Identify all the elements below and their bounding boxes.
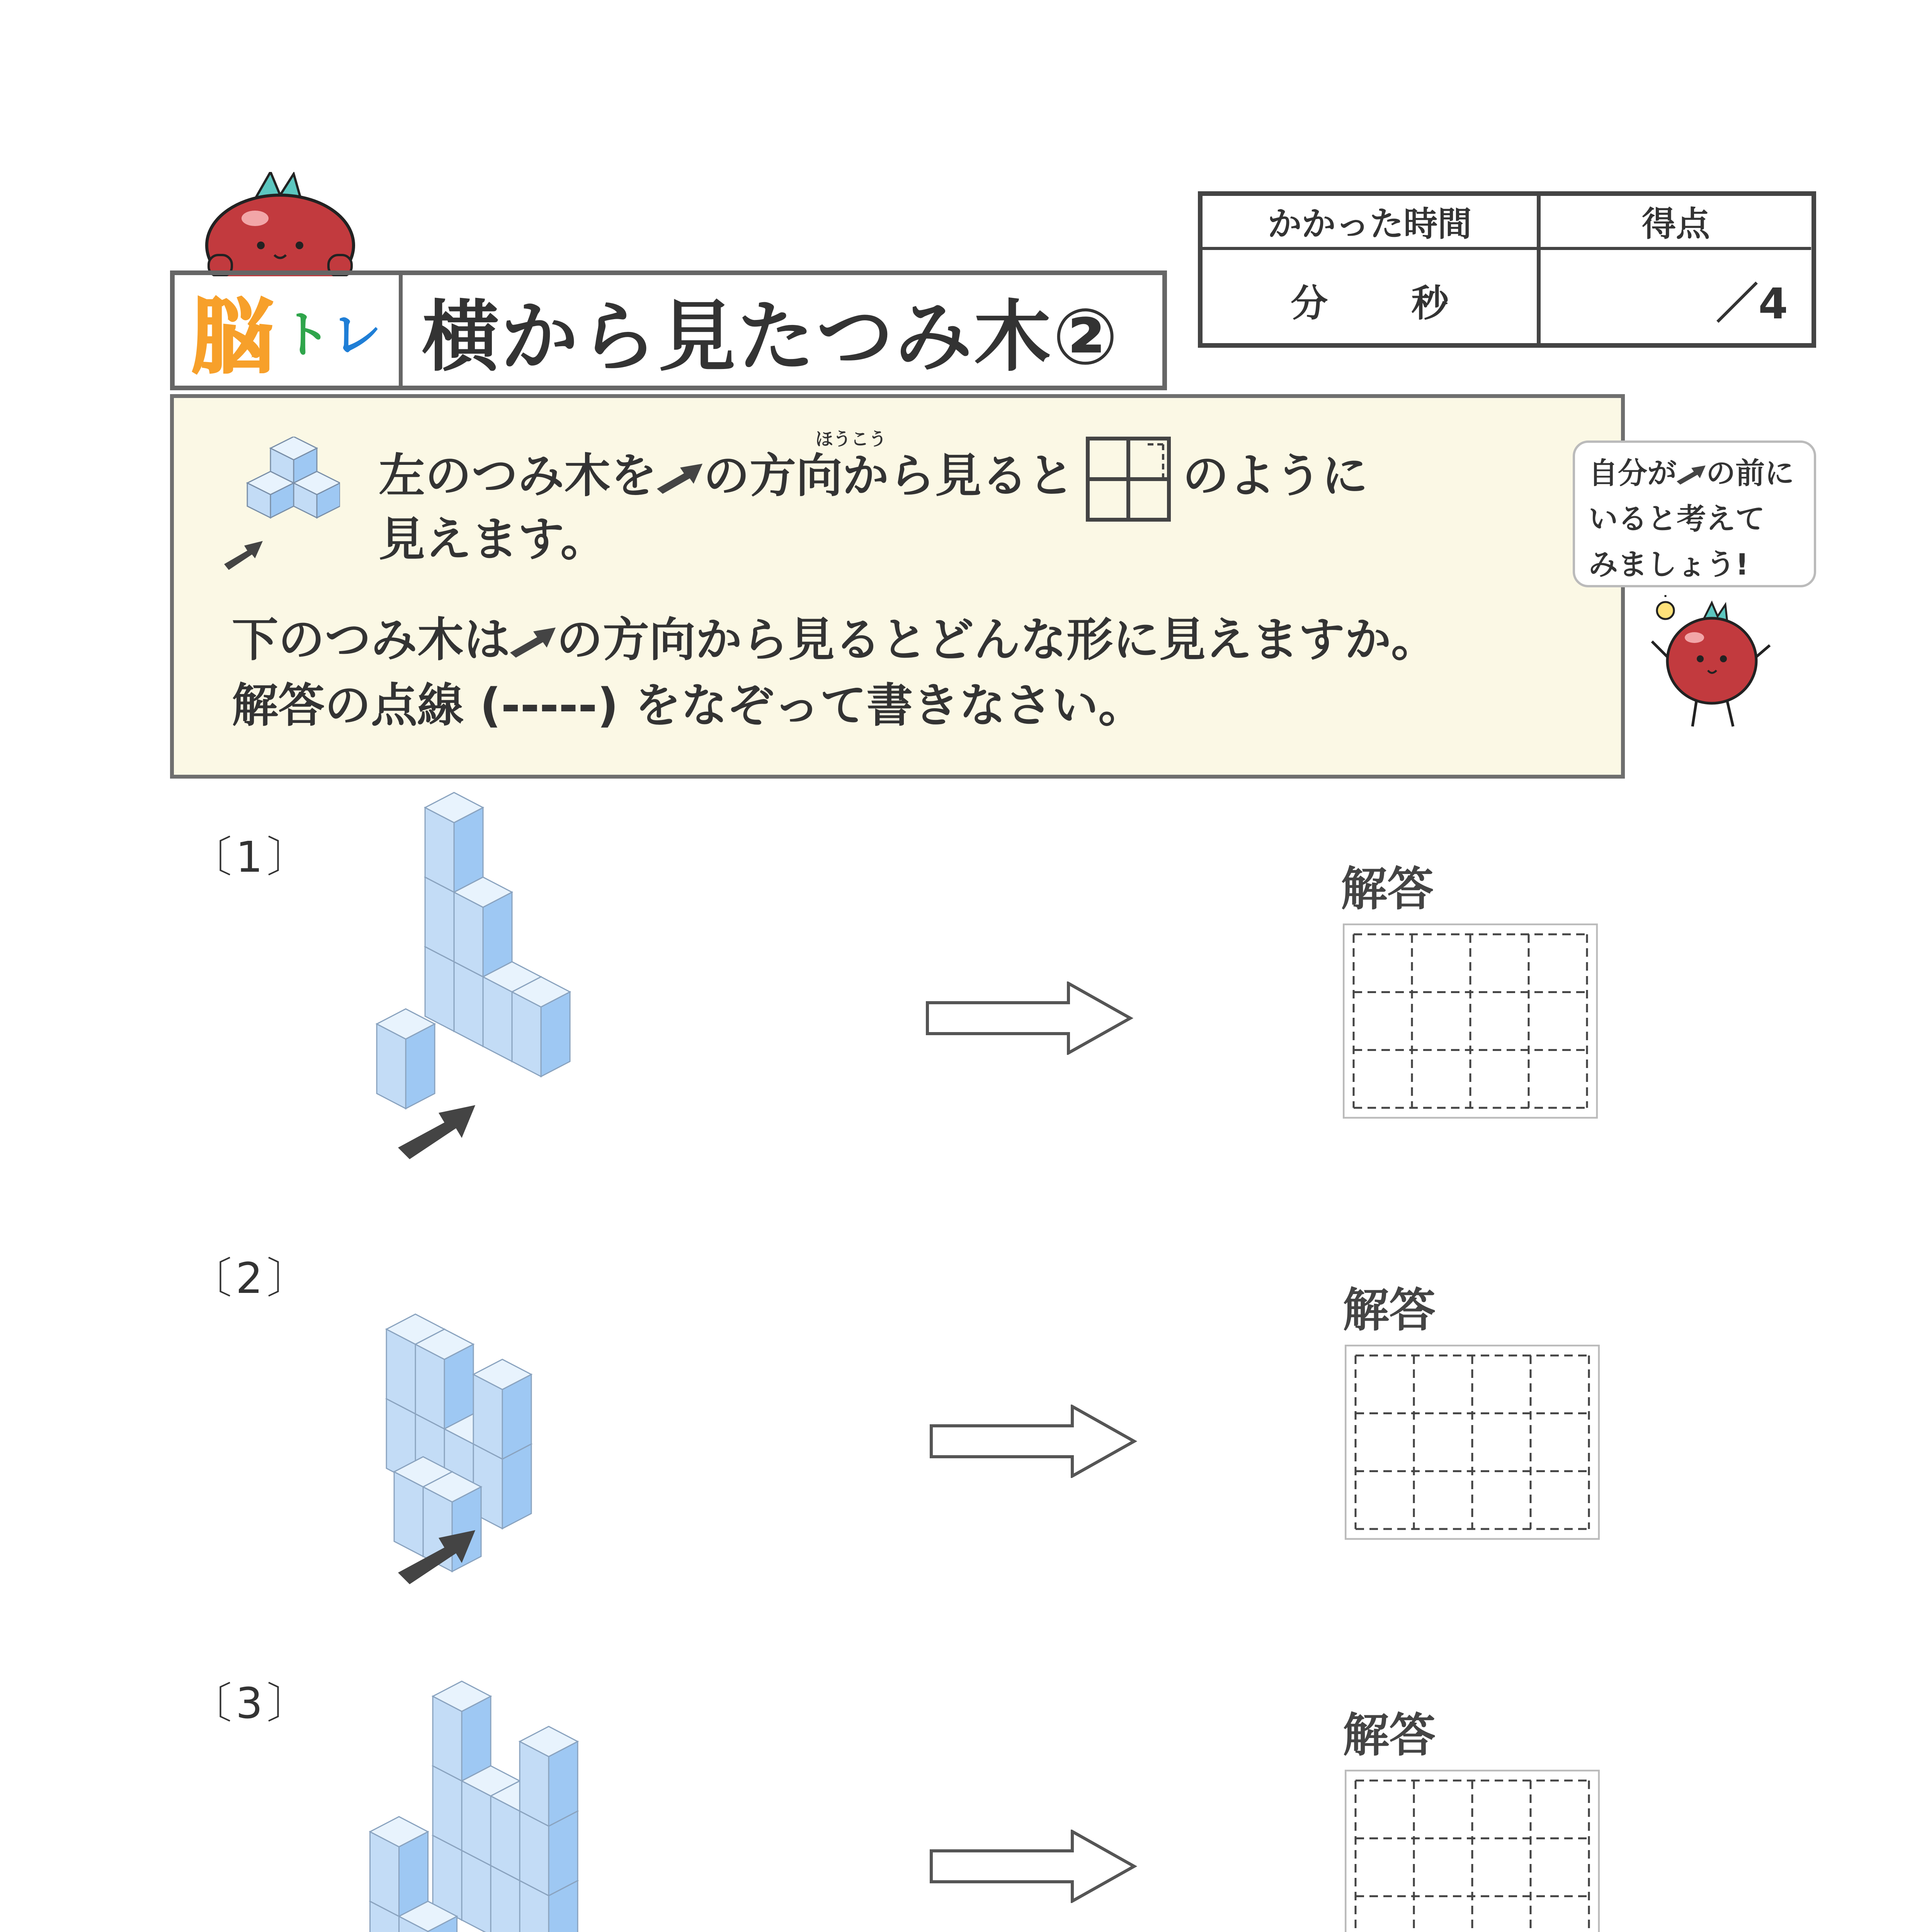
- answer-grid-1[interactable]: [1343, 923, 1598, 1119]
- answer-grid-3[interactable]: [1345, 1770, 1600, 1932]
- arrow-icon: [657, 464, 703, 495]
- right-arrow-3: [929, 1830, 1138, 1903]
- hint-bubble: [1573, 440, 1816, 587]
- hint-text-1a: 自分が: [1589, 456, 1677, 490]
- instruction-panel: [170, 394, 1625, 779]
- hint-text-1b: の前に: [1706, 456, 1794, 490]
- right-arrow-1: [925, 981, 1134, 1055]
- brand-sub-re: レ: [331, 305, 382, 364]
- time-values: [1203, 258, 1537, 343]
- example-answer-grid: [1086, 437, 1171, 522]
- furigana: ほうこう: [815, 429, 886, 449]
- answer-label-2: 解答: [1343, 1284, 1436, 1337]
- problem-number-3: 〔3〕: [189, 1679, 313, 1728]
- block-figure-3: [317, 1615, 773, 1932]
- problem-number-2: 〔2〕: [189, 1253, 313, 1303]
- view-direction-arrow-2: [398, 1530, 475, 1588]
- time-column: [1203, 196, 1541, 343]
- arrow-icon: [1677, 465, 1706, 485]
- hint-line-3: みましょう!: [1589, 547, 1749, 582]
- score-table: [1198, 191, 1816, 348]
- right-arrow-2: [929, 1405, 1138, 1478]
- instruction-text-1c: のように: [1182, 449, 1368, 503]
- instruction-text-3b: の方向から見るとどんな形に見えますか。: [556, 613, 1437, 667]
- seconds-label: 秒: [1411, 281, 1449, 325]
- brand-sub: [281, 294, 381, 367]
- example-cubes: [224, 437, 340, 583]
- apple-mascot-top: [197, 172, 363, 276]
- problem-number-1: 〔1〕: [189, 832, 313, 882]
- instruction-text-1b: の方向から見ると: [703, 449, 1074, 503]
- brand-logo: [175, 275, 403, 386]
- answer-label-1: 解答: [1341, 862, 1434, 916]
- score-column: [1541, 196, 1811, 343]
- title-box: [170, 270, 1167, 390]
- view-direction-arrow-1: [398, 1105, 475, 1163]
- hint-line-2: いると考えて: [1589, 502, 1765, 536]
- minutes-label: 分: [1291, 281, 1328, 325]
- answer-grid-2[interactable]: [1345, 1345, 1600, 1540]
- instruction-line-2: 見えます。: [379, 513, 607, 566]
- instruction-text-1a: 左のつみ木を: [379, 449, 657, 503]
- apple-mascot-side: [1642, 595, 1778, 742]
- brand-sub-to: ト: [281, 305, 331, 364]
- brand-main: 脳: [192, 290, 273, 384]
- instruction-line-4: 解答の点線 (-----) をなぞって書きなさい。: [232, 679, 1145, 733]
- time-header: かかった時間: [1203, 196, 1537, 250]
- hint-line-1: [1589, 451, 1800, 496]
- instruction-line-3: [232, 603, 1437, 669]
- instruction-text-3a: 下のつみ木は: [232, 613, 510, 667]
- arrow-icon: [510, 628, 556, 658]
- answer-label-3: 解答: [1343, 1709, 1436, 1762]
- score-header: 得点: [1541, 196, 1811, 250]
- page-title: 横から見たつみ木②: [422, 292, 1120, 382]
- score-total: ／4: [1716, 279, 1788, 328]
